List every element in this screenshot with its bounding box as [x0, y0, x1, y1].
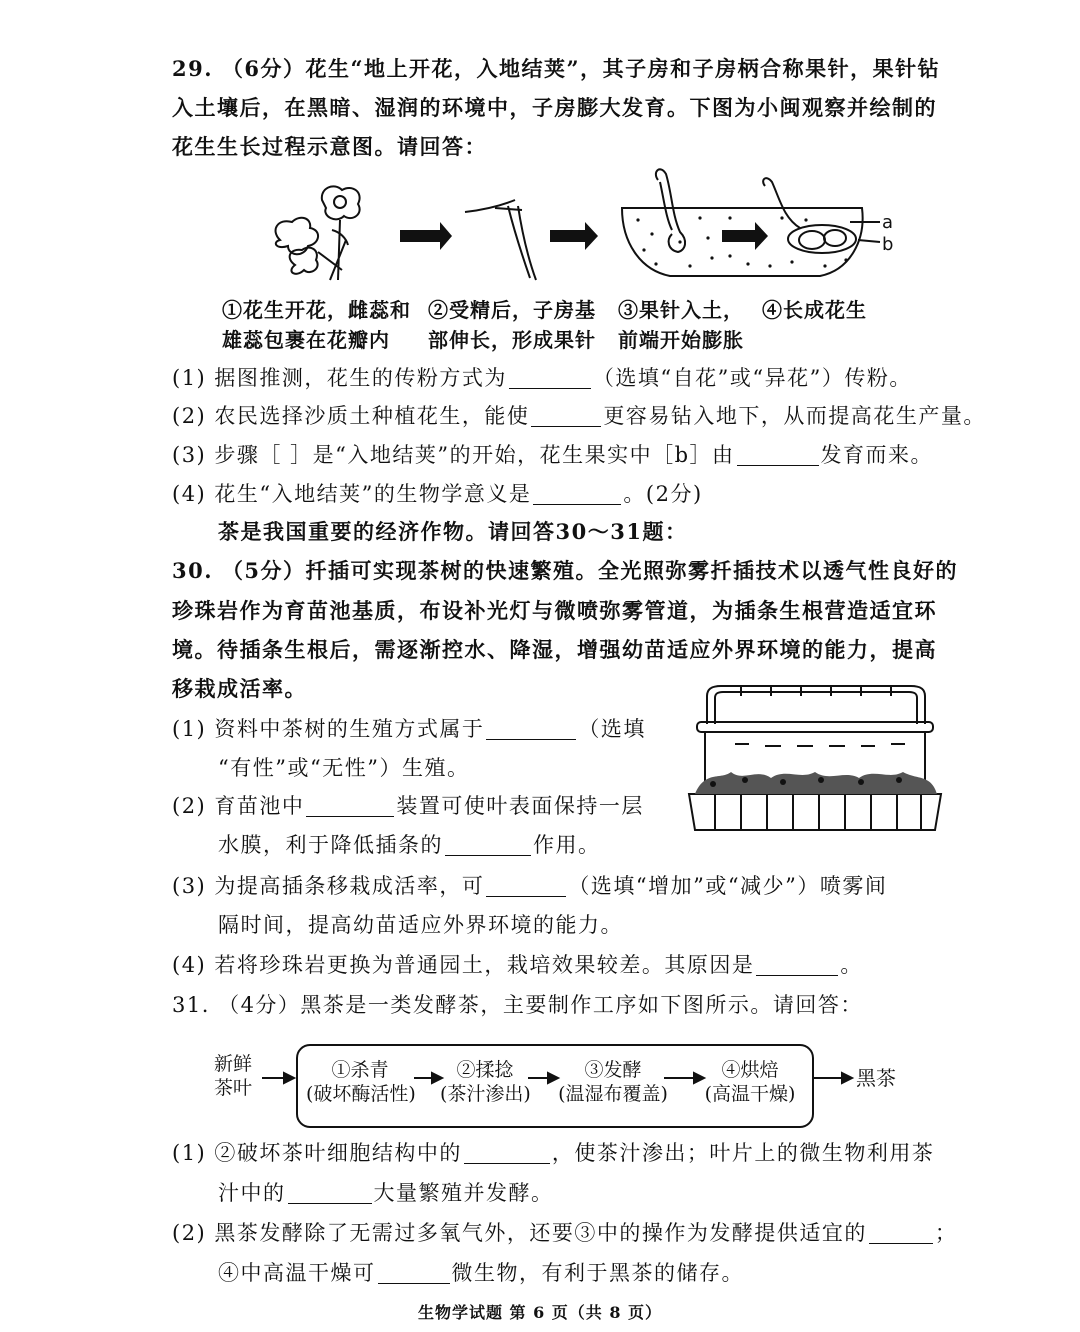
q30-sub-4-text-2: 。 [840, 953, 863, 977]
caption-2-line-2: 部伸长，形成果针 [428, 328, 596, 352]
label-b: b [882, 234, 894, 255]
q30-sub-1-cont: “有性”或“无性”）生殖。 [218, 756, 470, 780]
answer-blank[interactable] [869, 1221, 933, 1244]
q31-sub-2-text-3: ④中高温干燥可 [218, 1261, 376, 1285]
q30-intro-line-1: 30. （5分）扦插可实现茶树的快速繁殖。全光照弥雾扦插技术以透气性良好的 [172, 558, 958, 583]
q29-sub-2-text-2: 更容易钻入地下，从而提高花生产量。 [603, 404, 986, 428]
q30-intro-line-4: 移栽成活率。 [172, 676, 307, 701]
q31-sub-2-text-2: ； [934, 1221, 958, 1245]
caption-2-line-1: ②受精后，子房基 [428, 298, 596, 322]
q30-sub-3-cont: 隔时间，提高幼苗适应外界环境的能力。 [218, 913, 623, 937]
caption-3-line-1: ③果针入土， [618, 298, 744, 322]
q31-sub-1-text-4: 大量繁殖并发酵。 [373, 1181, 554, 1205]
flow-step-4-detail: (高温干燥) [704, 1083, 796, 1105]
q29-intro-line-1: 29. （6分）花生“地上开花，入地结荚”，其子房和子房柄合称果针，果针钻 [172, 56, 941, 81]
q30-sub-3-text-2: （选填“增加”或“减少”）喷雾间 [568, 874, 888, 898]
flow-step-3-name: ③发酵 [584, 1059, 642, 1081]
q31-sub-1-cont [218, 1178, 554, 1208]
flow-start-line-1: 新鲜 [214, 1053, 253, 1075]
q30-intro-line-2: 珍珠岩作为育苗池基质，布设补光灯与微喷弥雾管道，为插条生根营造适宜环 [172, 598, 937, 623]
flow-step-1-detail: (破坏酶活性) [306, 1083, 416, 1105]
q30-sub-3-text: (3) 为提高插条移栽成活率，可 [172, 874, 485, 898]
q31-sub-2-text: (2) 黑茶发酵除了无需过多氧气外，还要③中的操作为发酵提供适宜的 [172, 1221, 867, 1245]
q30-intro-line-3: 境。待插条生根后，需逐渐控水、降湿，增强幼苗适应外界环境的能力，提高 [172, 637, 937, 662]
q31-sub-2 [172, 1218, 957, 1248]
q29-sub-4-text-2: 。(2分) [623, 482, 703, 506]
answer-blank[interactable] [464, 1141, 550, 1164]
flow-step-2-name: ②揉捻 [456, 1059, 514, 1081]
caption-1-line-1: ①花生开花，雌蕊和 [222, 298, 411, 322]
flow-step-2-detail: (茶汁渗出) [440, 1083, 531, 1105]
page-footer: 生物学试题 第 6 页（共 8 页） [417, 1303, 663, 1322]
label-a: a [882, 212, 894, 233]
q31-sub-2-cont [218, 1258, 744, 1288]
q29-intro-line-2: 入土壤后，在黑暗、湿润的环境中，子房膨大发育。下图为小闽观察并绘制的 [172, 95, 937, 120]
flow-step-3-detail: (温湿布覆盖) [558, 1083, 668, 1105]
q30-sub-2-text-4: 作用。 [533, 833, 601, 857]
q31-sub-2-text-4: 微生物，有利于黑茶的储存。 [451, 1261, 744, 1285]
answer-blank[interactable] [378, 1261, 450, 1284]
flow-step-4-name: ④烘焙 [721, 1059, 779, 1081]
q29-sub-2-text: (2) 农民选择沙质土种植花生，能使 [172, 404, 530, 428]
flow-start-line-2: 茶叶 [214, 1077, 253, 1099]
flow-end: 黑茶 [856, 1066, 896, 1090]
q29-sub-1-text: (1) 据图推测，花生的传粉方式为 [172, 366, 507, 390]
q31-sub-1-text-2: ，使茶汁渗出；叶片上的微生物利用茶 [551, 1141, 935, 1165]
q31-sub-1-text: (1) ②破坏茶叶细胞结构中的 [172, 1141, 462, 1165]
caption-3-line-2: 前端开始膨胀 [618, 328, 744, 352]
caption-4-line-1: ④长成花生 [762, 298, 867, 322]
q30-sub-2-text: (2) 育苗池中 [172, 794, 305, 818]
q30-sub-4-text: (4) 若将珍珠岩更换为普通园土，栽培效果较差。其原因是 [172, 953, 755, 977]
tea-intro: 茶是我国重要的经济作物。请回答30～31题： [218, 519, 688, 544]
q31-sub-1 [172, 1138, 934, 1168]
q30-sub-1-text: (1) 资料中茶树的生殖方式属于 [172, 717, 485, 741]
q31-intro: 31. （4分）黑茶是一类发酵茶，主要制作工序如下图所示。请回答： [172, 993, 863, 1017]
q29-intro-line-3: 花生生长过程示意图。请回答： [172, 134, 487, 159]
flow-step-1-name: ①杀青 [331, 1059, 389, 1081]
q31-sub-1-text-3: 汁中的 [218, 1181, 286, 1205]
q29-sub-3-text: (3) 步骤［ ］是“入地结荚”的开始，花生果实中［b］由 [172, 443, 735, 467]
q29-sub-1-text-2: （选填“自花”或“异花”）传粉。 [592, 366, 912, 390]
answer-blank[interactable] [288, 1181, 372, 1204]
q29-sub-4-text: (4) 花生“入地结荚”的生物学意义是 [172, 482, 532, 506]
q30-sub-1-text-2: （选填 [578, 717, 646, 741]
q29-sub-3-text-2: 发育而来。 [820, 443, 934, 467]
caption-1-line-2: 雄蕊包裹在花瓣内 [222, 328, 390, 352]
q30-sub-2-text-3: 水膜，利于降低插条的 [218, 833, 443, 857]
q30-sub-2-text-2: 装置可使叶表面保持一层 [396, 794, 644, 818]
